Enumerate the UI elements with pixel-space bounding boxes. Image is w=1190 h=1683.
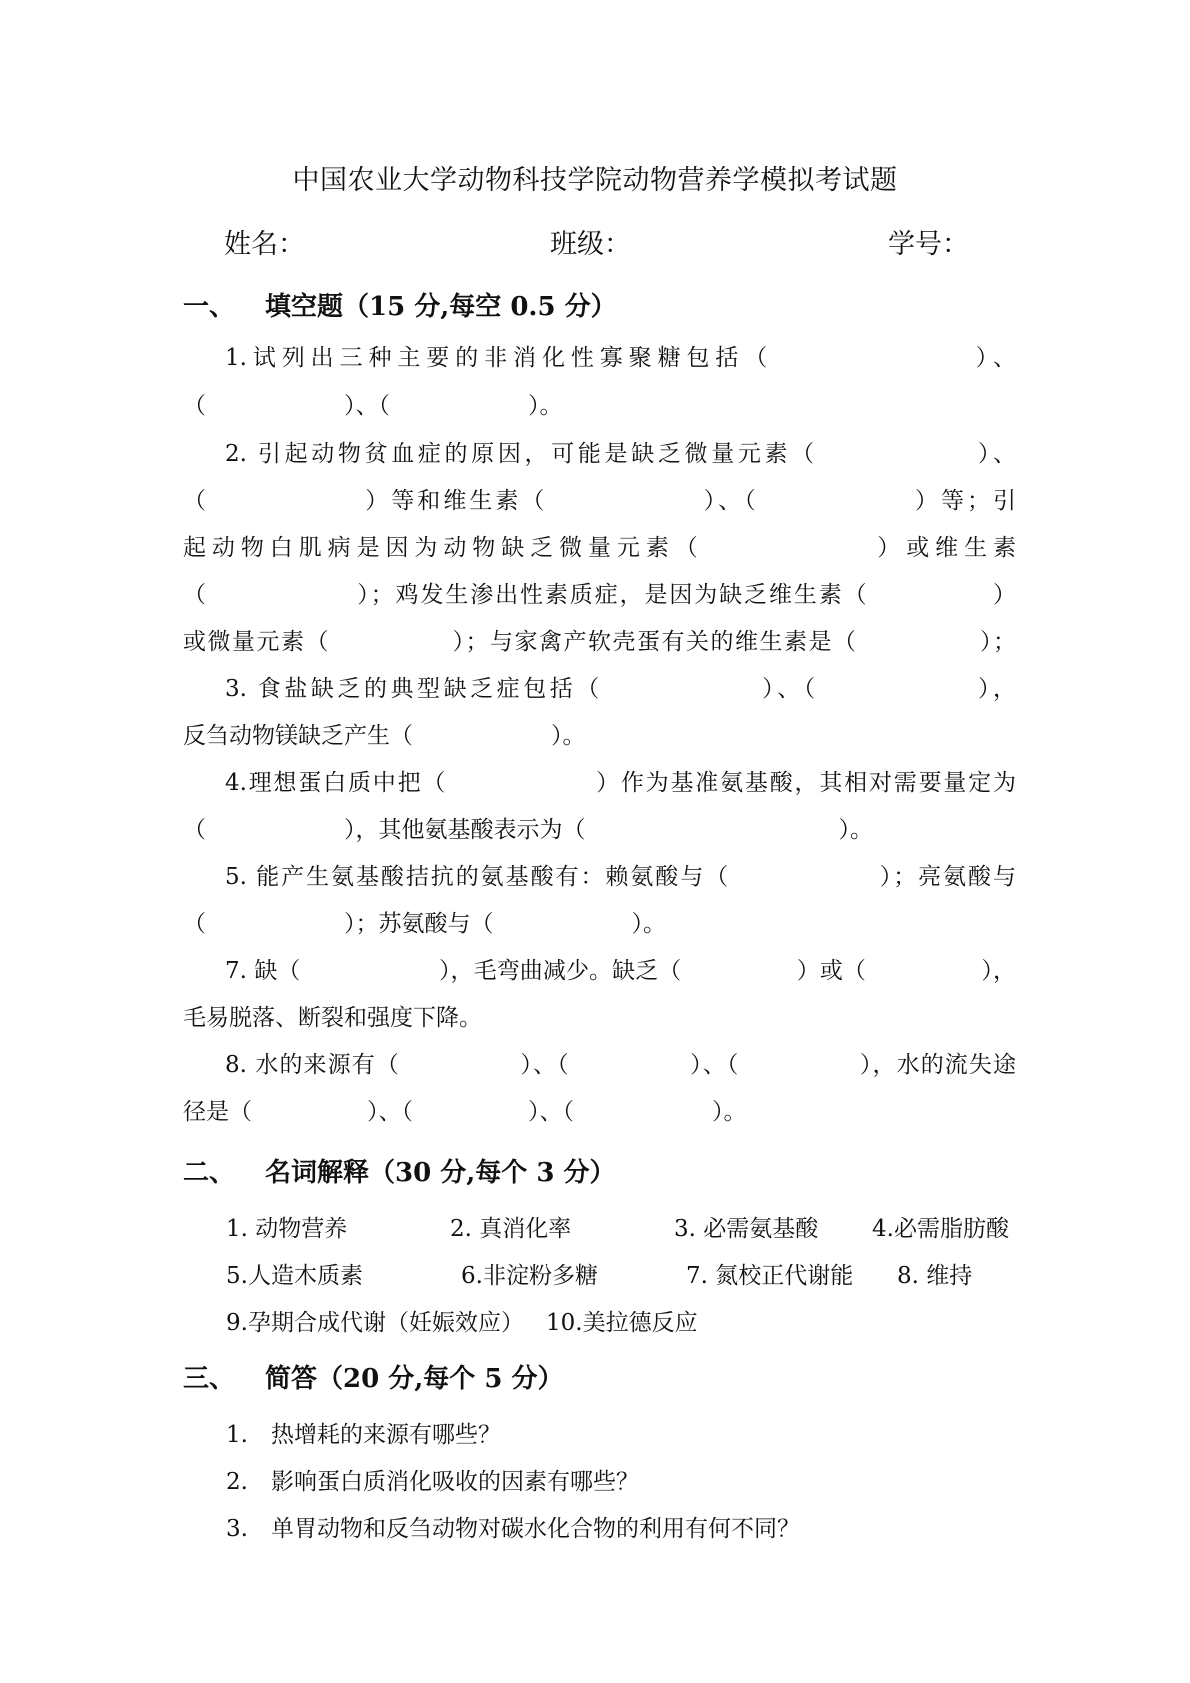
page-title: 中国农业大学动物科技学院动物营养学模拟考试题	[292, 165, 898, 196]
section-title: 简答（20 分,每个 5 分）	[265, 1364, 564, 1394]
question-line: 8. 水的来源有（ ）、（ ）、（ ），水的流失途	[225, 1052, 1016, 1078]
question-line: 径是（ ）、（ ）、（ ）。	[183, 1099, 747, 1125]
question-line: （ ），其他氨基酸表示为（ ）。	[183, 817, 873, 843]
term-item: 4.必需脂肪酸	[872, 1216, 1009, 1242]
question-line: 7. 缺（ ），毛弯曲减少。缺乏（ ）或（ ），	[225, 958, 1016, 984]
question-line: （ ）、（ ）。	[183, 393, 563, 419]
term-item: 6.非淀粉多糖	[461, 1263, 598, 1289]
term-item: 9.孕期合成代谢（妊娠效应）	[226, 1310, 524, 1336]
question-line: 3. 食盐缺乏的典型缺乏症包括（ ）、（ ），	[225, 676, 1016, 702]
section-number: 二、	[183, 1158, 236, 1188]
question-line: （ ）；苏氨酸与（ ）。	[183, 911, 666, 937]
class-label: 班级：	[550, 229, 631, 260]
question-line: 1.试列出三种主要的非消化性寡聚糖包括（ ）、	[225, 345, 1016, 371]
term-item: 8. 维持	[897, 1263, 973, 1289]
term-item: 10.美拉德反应	[546, 1310, 698, 1336]
short-answer-question: 3. 单胃动物和反刍动物对碳水化合物的利用有何不同？	[226, 1516, 800, 1542]
student-id-label: 学号：	[888, 229, 969, 260]
question-line: 5. 能产生氨基酸拮抗的氨基酸有：赖氨酸与（ ）；亮氨酸与	[225, 864, 1016, 890]
section-number: 一、	[183, 292, 236, 322]
term-item: 2. 真消化率	[450, 1216, 572, 1242]
term-item: 1. 动物营养	[226, 1216, 348, 1242]
question-line: 反刍动物镁缺乏产生（ ）。	[183, 723, 586, 749]
section-heading-terms	[183, 1152, 615, 1189]
question-line: （ ）等和维生素（ ）、（ ）等；引	[183, 488, 1016, 514]
question-line: （ ）；鸡发生渗出性素质症，是因为缺乏维生素（ ）	[183, 582, 1016, 608]
section-title: 名词解释（30 分,每个 3 分）	[265, 1158, 616, 1188]
short-answer-question: 2. 影响蛋白质消化吸收的因素有哪些？	[226, 1469, 639, 1495]
section-title: 填空题（15 分,每空 0.5 分）	[265, 292, 617, 322]
question-line: 毛易脱落、断裂和强度下降。	[183, 1005, 482, 1031]
term-item: 7. 氮校正代谢能	[686, 1263, 854, 1289]
name-label: 姓名：	[224, 229, 305, 260]
short-answer-question: 1. 热增耗的来源有哪些？	[226, 1422, 501, 1448]
question-line: 4.理想蛋白质中把（ ）作为基准氨基酸，其相对需要量定为	[225, 770, 1016, 796]
section-number: 三、	[183, 1364, 236, 1394]
term-item: 5.人造木质素	[226, 1263, 363, 1289]
term-item: 3. 必需氨基酸	[674, 1216, 819, 1242]
section-heading-short-answer	[183, 1358, 563, 1395]
question-line: 起动物白肌病是因为动物缺乏微量元素（ ）或维生素	[183, 535, 1016, 561]
section-heading-fill-blank	[183, 286, 617, 323]
question-line: 2. 引起动物贫血症的原因，可能是缺乏微量元素（ ）、	[225, 441, 1016, 467]
question-line: 或微量元素（ ）；与家禽产软壳蛋有关的维生素是（ ）；	[183, 629, 1016, 655]
